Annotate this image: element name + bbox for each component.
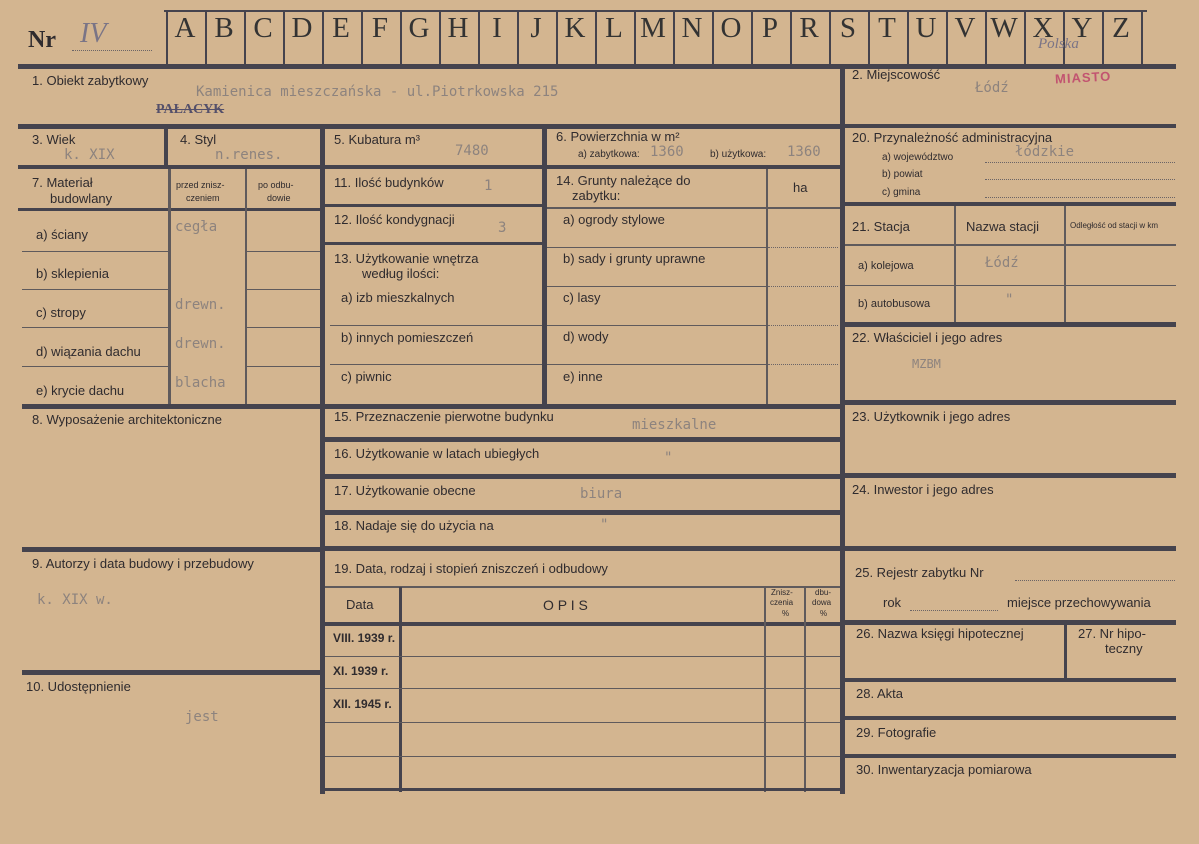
letter-divider <box>1141 10 1143 66</box>
letter-divider <box>790 10 792 66</box>
letter-o: O <box>720 12 742 44</box>
letter-g: G <box>408 12 430 44</box>
letter-divider <box>439 10 441 66</box>
f6-a-value: 1360 <box>650 144 684 160</box>
f3-label: 3. Wiek <box>32 132 76 147</box>
f30-label: 30. Inwentaryzacja pomiarowa <box>856 762 1032 777</box>
f14-label-1: 14. Grunty należące do <box>556 173 691 188</box>
f25-label: 25. Rejestr zabytku Nr <box>855 565 984 580</box>
f16-value: " <box>664 450 673 466</box>
f14-b: b) sady i grunty uprawne <box>563 251 706 266</box>
f19-col-o2: dowa <box>812 598 832 607</box>
nr-label: Nr <box>28 27 56 53</box>
letter-i: I <box>492 12 502 44</box>
letter-divider <box>478 10 480 66</box>
f7-row-label: d) wiązania dachu <box>36 344 141 359</box>
letter-l: L <box>605 12 623 44</box>
f7-col1-2: czeniem <box>186 193 220 203</box>
f21-b-value: " <box>1005 292 1014 308</box>
letter-divider <box>400 10 402 66</box>
f14-ha: ha <box>793 180 808 195</box>
f22-label: 22. Właściciel i jego adres <box>852 330 1003 345</box>
f13-b: b) innych pomieszczeń <box>341 330 474 345</box>
f25-miejsce: miejsce przechowywania <box>1007 595 1151 610</box>
letter-h: H <box>447 12 469 44</box>
letter-divider <box>751 10 753 66</box>
f13-a: a) izb mieszkalnych <box>341 290 455 305</box>
f27-label-1: 27. Nr hipo- <box>1078 626 1146 641</box>
f11-value: 1 <box>484 178 493 194</box>
f7-row-before: drewn. <box>175 297 226 313</box>
f7-col1-1: przed znisz- <box>176 180 225 190</box>
f1-label: 1. Obiekt zabytkowy <box>32 73 149 88</box>
f7-col2-1: po odbu- <box>258 180 294 190</box>
f7-row-label: a) ściany <box>36 227 89 242</box>
letter-divider <box>361 10 363 66</box>
letter-divider <box>1024 10 1026 66</box>
f20-a-value: łódzkie <box>1015 144 1075 160</box>
letter-divider <box>517 10 519 66</box>
f7-row-before: drewn. <box>175 336 226 352</box>
f7-row-label: c) stropy <box>36 305 86 320</box>
letter-y: Y <box>1071 12 1093 44</box>
f21-dist-col: Odległość od stacji w km <box>1070 221 1159 230</box>
letter-divider <box>322 10 324 66</box>
f19-col-o3: % <box>820 609 828 618</box>
letter-r: R <box>799 12 819 44</box>
f19-date: XII. 1945 r. <box>333 697 392 711</box>
f7-col2-2: dowie <box>267 193 291 203</box>
f14-label-2: zabytku: <box>572 188 621 203</box>
nr-value: IV <box>80 18 107 49</box>
f6-b-label: b) użytkowa: <box>710 149 767 160</box>
f28-label: 28. Akta <box>856 686 903 701</box>
letter-divider <box>283 10 285 66</box>
f18-value: " <box>600 517 609 533</box>
f12-value: 3 <box>498 220 507 236</box>
letter-divider <box>595 10 597 66</box>
f13-label-1: 13. Użytkowanie wnętrza <box>334 251 479 266</box>
f19-label: 19. Data, rodzaj i stopień zniszczeń i odbudowy <box>334 561 608 576</box>
f19-date: XI. 1939 r. <box>333 664 389 678</box>
f19-date: VIII. 1939 r. <box>333 631 396 645</box>
letter-divider <box>205 10 207 66</box>
letter-a: A <box>174 12 196 44</box>
letter-d: D <box>291 12 313 44</box>
letter-divider <box>907 10 909 66</box>
nr-line <box>72 50 152 51</box>
f12-label: 12. Ilość kondygnacji <box>334 212 455 227</box>
f20-b-label: b) powiat <box>882 169 923 180</box>
f19-col-z3: % <box>782 609 790 618</box>
f20-label: 20. Przynależność administracyjna <box>852 130 1053 145</box>
f14-d: d) wody <box>563 329 609 344</box>
header-annotation: Polska <box>1038 36 1079 52</box>
letter-p: P <box>761 12 779 44</box>
letter-j: J <box>530 12 542 44</box>
f7-label-1: 7. Materiał <box>32 175 93 190</box>
f21-name-col: Nazwa stacji <box>966 219 1039 234</box>
f21-a-value: Łódź <box>985 255 1019 271</box>
f23-label: 23. Użytkownik i jego adres <box>852 409 1011 424</box>
f10-label: 10. Udostępnienie <box>26 679 131 694</box>
letter-divider <box>985 10 987 66</box>
f20-c-label: c) gmina <box>882 187 921 198</box>
f19-col-date: Data <box>346 597 374 612</box>
letter-divider <box>868 10 870 66</box>
f6-b-value: 1360 <box>787 144 821 160</box>
f9-value: k. XIX w. <box>37 592 113 608</box>
f18-label: 18. Nadaje się do użycia na <box>334 518 494 533</box>
f2-value: Łódź <box>975 80 1009 96</box>
f29-label: 29. Fotografie <box>856 725 937 740</box>
f19-col-desc: O P I S <box>543 597 588 613</box>
letter-k: K <box>564 12 586 44</box>
letter-divider <box>634 10 636 66</box>
letter-b: B <box>214 12 234 44</box>
letter-divider <box>829 10 831 66</box>
f15-value: mieszkalne <box>632 417 717 433</box>
f8-label: 8. Wyposażenie architektoniczne <box>32 412 222 427</box>
f13-label-2: według ilości: <box>362 266 440 281</box>
letter-t: T <box>878 12 896 44</box>
f19-col-z2: czenia <box>770 598 794 607</box>
f11-label: 11. Ilość budynków <box>334 175 444 190</box>
f2-label: 2. Miejscowość <box>852 67 941 82</box>
f20-a-label: a) województwo <box>882 152 954 163</box>
f10-value: jest <box>185 709 219 725</box>
f24-label: 24. Inwestor i jego adres <box>852 482 994 497</box>
f17-value: biura <box>580 486 623 502</box>
f9-label: 9. Autorzy i data budowy i przebudowy <box>32 556 254 571</box>
letter-u: U <box>915 12 937 44</box>
letter-divider <box>556 10 558 66</box>
f16-label: 16. Użytkowanie w latach ubiegłych <box>334 446 540 461</box>
f19-col-z1: Znisz- <box>771 588 793 597</box>
letter-divider <box>166 10 168 66</box>
letter-divider <box>673 10 675 66</box>
f7-row-before: blacha <box>175 375 226 391</box>
letter-m: M <box>640 12 666 44</box>
f1-value: Kamienica mieszczańska - ul.Piotrkowska 215 <box>196 84 559 100</box>
f13-c: c) piwnic <box>341 369 392 384</box>
f4-label: 4. Styl <box>180 132 217 147</box>
f25-rok: rok <box>883 595 902 610</box>
f7-row-before: cegła <box>175 219 218 235</box>
letter-divider <box>244 10 246 66</box>
f21-b-label: b) autobusowa <box>858 298 931 310</box>
letter-n: N <box>681 12 703 44</box>
f26-label: 26. Nazwa księgi hipotecznej <box>856 626 1024 641</box>
f4-value: n.renes. <box>215 147 283 163</box>
letter-e: E <box>332 12 350 44</box>
f15-label: 15. Przeznaczenie pierwotne budynku <box>334 409 554 424</box>
f14-c: c) lasy <box>563 290 601 305</box>
f6-label: 6. Powierzchnia w m² <box>556 129 680 144</box>
f7-label-2: budowlany <box>50 191 113 206</box>
f14-e: e) inne <box>563 369 603 384</box>
f1-hand: PAŁACYK <box>156 102 225 117</box>
letter-x: X <box>1032 12 1054 44</box>
f7-row-label: b) sklepienia <box>36 266 109 281</box>
f7-row-label: e) krycie dachu <box>36 383 125 398</box>
f22-value: MZBM <box>912 357 941 371</box>
f6-a-label: a) zabytkowa: <box>578 149 640 160</box>
f21-a-label: a) kolejowa <box>858 260 914 272</box>
f14-a: a) ogrody stylowe <box>563 212 665 227</box>
letter-divider <box>1102 10 1104 66</box>
letter-c: C <box>253 12 273 44</box>
f5-value: 7480 <box>455 143 489 159</box>
letter-f: F <box>371 12 389 44</box>
f27-label-2: teczny <box>1105 641 1143 656</box>
f21-label: 21. Stacja <box>852 219 910 234</box>
f17-label: 17. Użytkowanie obecne <box>334 483 476 498</box>
letter-divider <box>712 10 714 66</box>
f19-col-o1: dbu- <box>815 588 832 597</box>
letter-v: V <box>954 12 976 44</box>
stamp: MIASTO <box>1054 68 1112 87</box>
f5-label: 5. Kubatura m³ <box>334 132 420 147</box>
letter-w: W <box>990 12 1018 44</box>
letter-divider <box>946 10 948 66</box>
letter-s: S <box>839 12 857 44</box>
letter-z: Z <box>1112 12 1130 44</box>
f3-value: k. XIX <box>64 147 115 163</box>
